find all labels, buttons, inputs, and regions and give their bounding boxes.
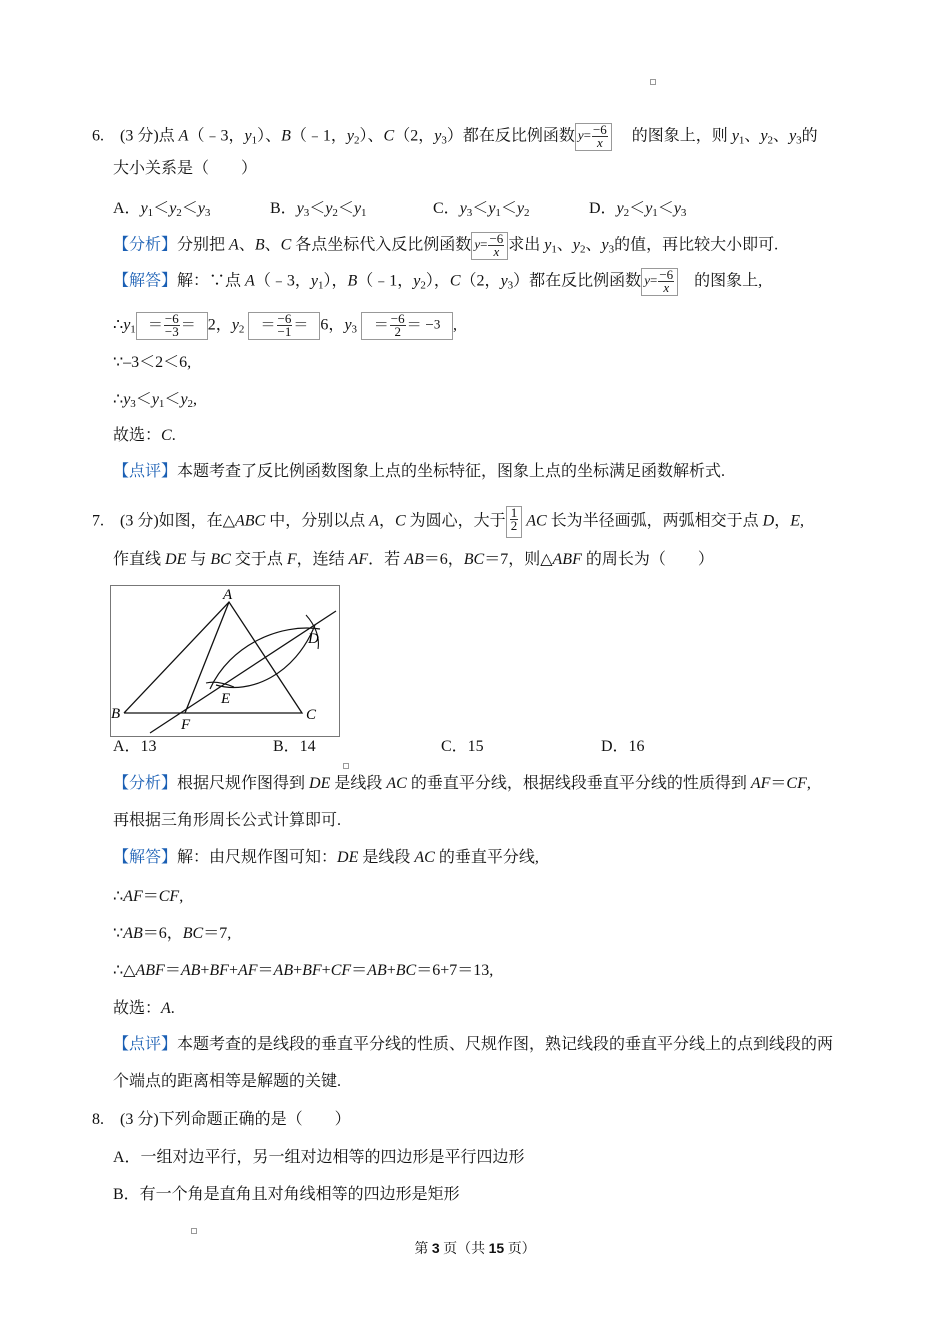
marker-square <box>191 1228 197 1234</box>
q6-option-d[interactable]: D．$y_2<y_1<y_3$ <box>589 200 687 219</box>
formula-y-eq-neg6-over-x: y= $\frac{-6}{x}$ <box>471 232 508 260</box>
q7-comment <box>113 1034 833 1056</box>
formula-neg6-over-neg1: ＝ $\frac{-6}{-1}$ ＝ <box>248 312 320 340</box>
q6-choice: 故选：C. <box>113 427 176 444</box>
q8-option-a[interactable]: A．一组对边平行，另一组对边相等的四边形是平行四边形 <box>113 1149 525 1166</box>
q7-option-b[interactable]: B．14 <box>273 738 316 755</box>
q7-line1: ∴AF＝CF, <box>113 888 184 905</box>
q7-option-d[interactable]: D．16 <box>601 738 645 755</box>
q8-option-b[interactable]: B．有一个角是直角且对角线相等的四边形是矩形 <box>113 1186 460 1203</box>
formula-one-half: $\frac{1}{2}$ <box>506 506 523 538</box>
label-e: E <box>221 691 231 707</box>
formula-y-eq-neg6-over-x: y= $\frac{-6}{x}$ <box>575 123 612 151</box>
analysis-tag: 【分析】 <box>113 236 178 254</box>
q6-option-a[interactable]: A．$y_1<y_2<y_3$ <box>113 200 211 219</box>
q6-solution: 【解答】解：∵点 A（﹣3，$y_1$），B（﹣1，$y_2$），C（2，$y_3$）都在反比例函数 y= $\frac{-6}{x}$ 的图象上, <box>113 267 763 295</box>
q7-comment-text: 本题考查的是线段的垂直平分线的性质、尺规作图，熟记线段的垂直平分线上的点到线段的两 <box>177 1036 834 1053</box>
q6-calc-line: $\therefore y_1$ ＝ $\frac{-6}{-3}$ ＝ 2，$y_2$ ＝ $\frac{-6}{-1}$ ＝ 6，$y_3$ ＝ $\frac{-6}{2}$ ＝ −3 , <box>113 311 458 339</box>
solution-tag: 【解答】 <box>113 272 178 290</box>
q7-analysis-line2: 再根据三角形周长公式计算即可. <box>113 812 342 829</box>
q6-analysis: 【分析】分别把 A、B、C 各点坐标代入反比例函数 y= $\frac{-6}{x}$ 求出 $y_1$、$y_2$、$y_3$的值，再比较大小即可. <box>113 231 779 259</box>
q6-therefore: $\therefore y_3<y_1<y_2$, <box>113 391 198 410</box>
page-total: 15 <box>488 1240 505 1256</box>
q7-analysis: 【分析】根据尺规作图得到 DE 是线段 AC 的垂直平分线，根据线段垂直平分线的性质得到 AF＝CF, <box>113 775 811 792</box>
comment-tag: 【点评】 <box>113 463 178 480</box>
q8-stem: 8. (3 分)下列命题正确的是（ ） <box>92 1111 351 1128</box>
q7-choice: 故选：A. <box>113 1000 175 1017</box>
solution-tag: 【解答】 <box>113 849 178 866</box>
q7-solution: 【解答】解：由尺规作图可知：DE 是线段 AC 的垂直平分线, <box>113 849 539 866</box>
q6-comment <box>113 461 725 483</box>
q6-stem-line1: 6. (3 分)点 A（﹣3，$y_1$）、B（﹣1，$y_2$）、C（2，$y_3$）都在反比例函数 y= $\frac{-6}{x}$ 的图象上，则 $y_1$、$y_2$、$y_3$的 <box>92 122 818 150</box>
q7-line3: ∴△ABF＝AB+BF+AF＝AB+BF+CF＝AB+BC＝6+7＝13, <box>113 962 494 979</box>
q7-figure <box>110 585 340 737</box>
label-f: F <box>181 717 191 733</box>
label-d: D <box>308 631 319 647</box>
q6-option-b[interactable]: B．$y_3<y_2<y_1$ <box>270 200 367 219</box>
label-c: C <box>306 707 317 723</box>
q7-stem-line2: 作直线 DE 与 BC 交于点 F，连结 AF．若 AB＝6，BC＝7，则△ABF 的周长为（ ） <box>113 551 714 568</box>
q6-option-c[interactable]: C．$y_3<y_1<y_2$ <box>433 200 530 219</box>
q7-stem-line1: 7. (3 分)如图，在△ABC 中，分别以点 A，C 为圆心，大于 $\frac{1}{2}$ AC 长为半径画弧，两弧相交于点 D，E, <box>92 506 804 538</box>
page-number: 3 <box>431 1240 440 1256</box>
q7-option-c[interactable]: C．15 <box>441 738 484 755</box>
q6-stem-line2: 大小关系是（ ） <box>113 160 258 177</box>
formula-neg6-over-2: ＝ $\frac{-6}{2}$ ＝ −3 <box>361 312 453 340</box>
formula-neg6-over-neg3: ＝ $\frac{-6}{-3}$ ＝ <box>136 312 208 340</box>
analysis-tag: 【分析】 <box>113 775 178 792</box>
marker-square <box>650 79 656 85</box>
label-a: A <box>223 587 233 603</box>
q7-options <box>113 736 645 758</box>
label-b: B <box>111 706 121 722</box>
q6-options <box>113 198 686 220</box>
formula-y-eq-neg6-over-x: y= $\frac{-6}{x}$ <box>641 268 678 296</box>
page-footer: 第 3 页（共 15 页） <box>414 1240 536 1257</box>
comment-tag: 【点评】 <box>113 1036 178 1053</box>
q7-comment-line2: 个端点的距离相等是解题的关键. <box>113 1073 342 1090</box>
marker-square <box>343 763 349 769</box>
q6-comment-text: 本题考查了反比例函数图象上点的坐标特征，图象上点的坐标满足函数解析式. <box>177 463 726 480</box>
q7-option-a[interactable]: A．13 <box>113 738 157 755</box>
q6-because: ∵–3＜2＜6, <box>113 354 192 371</box>
q7-line2: ∵AB＝6，BC＝7, <box>113 925 232 942</box>
